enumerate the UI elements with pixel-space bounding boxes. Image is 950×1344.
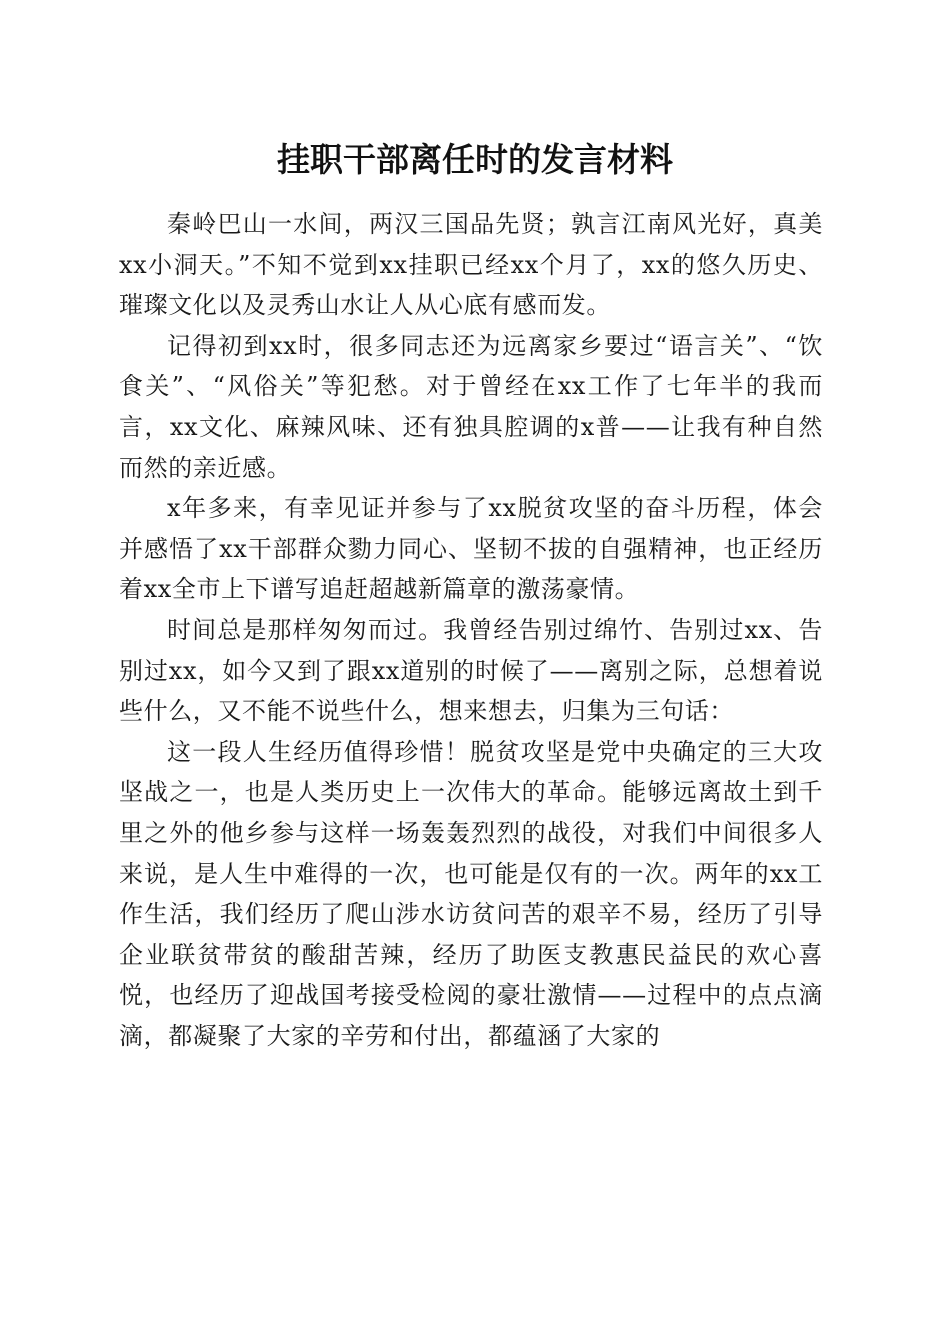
document-title: 挂职干部离任时的发言材料 [277,140,673,179]
paragraph: x年多来，有幸见证并参与了xx脱贫攻坚的奋斗历程，体会并感悟了xx干部群众勠力同心、坚韧不拔的自强精神，也正经历着xx全市上下谱写追赶超越新篇章的激荡豪情。 [119,494,823,604]
paragraph: 这一段人生经历值得珍惜！脱贫攻坚是党中央确定的三大攻坚战之一，也是人类历史上一次伟大的革命。能够远离故土到千里之外的他乡参与这样一场轰轰烈烈的战役，对我们中间很多人来说，是人生中难得的一次，也可能是仅有的一次。两年的xx工作生活，我们经历了爬山涉水访贫问苦的艰辛不易，经历了引导企业联贫带贫的酸甜苦辣，经历了助医支教惠民益民的欢心喜悦，也经历了迎战国考接受检阅的豪壮激情——过程中的点点滴滴，都凝聚了大家的辛劳和付出，都蕴涵了大家的 [119,737,823,1050]
document-body [119,204,823,1056]
paragraph: 秦岭巴山一水间，两汉三国品先贤；孰言江南风光好，真美xx小洞天。”不知不觉到xx挂职已经xx个月了，xx的悠久历史、璀璨文化以及灵秀山水让人从心底有感而发。 [119,210,823,320]
paragraph: 时间总是那样匆匆而过。我曾经告别过绵竹、告别过xx、告别过xx，如今又到了跟xx道别的时候了——离别之际，总想着说些什么，又不能不说些什么，想来想去，归集为三句话： [119,615,823,726]
paragraph: 记得初到xx时，很多同志还为远离家乡要过“语言关”、“饮食关”、“风俗关”等犯愁。对于曾经在xx工作了七年半的我而言，xx文化、麻辣风味、还有独具腔调的x普——让我有种自然而然的亲近感。 [119,331,823,482]
